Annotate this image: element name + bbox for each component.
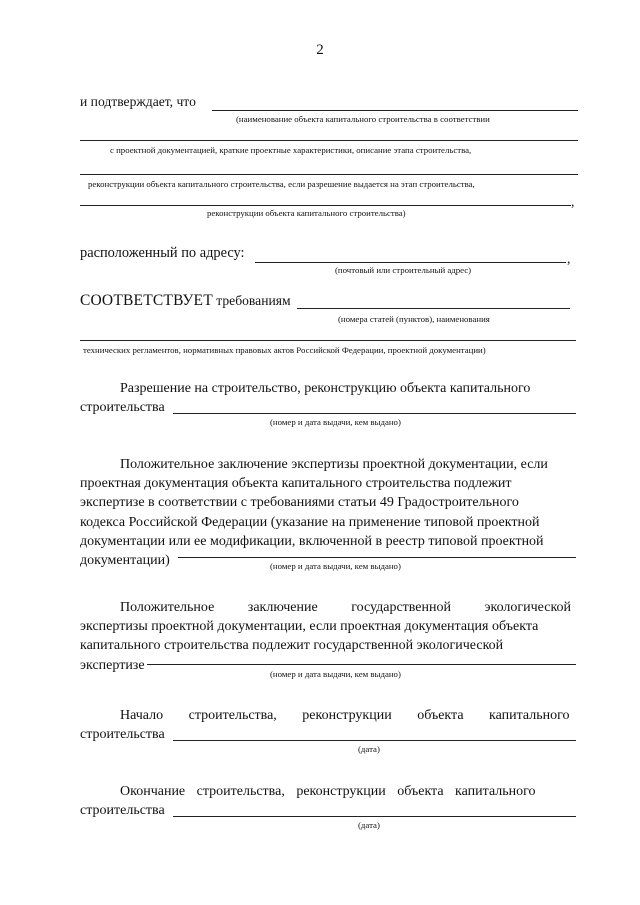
confirm-hint-2: с проектной документацией, краткие проектные характеристики, описание этапа строительства, (110, 145, 472, 155)
start-hint: (дата) (358, 744, 380, 754)
end-hint: (дата) (358, 820, 380, 830)
complies-rest: требованиям (216, 293, 291, 308)
complies-line[interactable] (297, 308, 570, 309)
confirm-line-4[interactable] (80, 205, 571, 206)
complies-hint-2: технических регламентов, нормативных правовых актов Российской Федерации, проектной документации) (83, 345, 486, 355)
expertise-hint: (номер и дата выдачи, кем выдано) (270, 561, 401, 571)
confirm-hint-1: (наименование объекта капитального строительства в соответствии (236, 114, 490, 124)
expertise-line[interactable] (178, 557, 576, 558)
start-line-1: Начало строительства, реконструкции объекта капитального (120, 708, 570, 723)
page-number: 2 (316, 42, 324, 58)
confirm-line-3[interactable] (80, 174, 578, 175)
eco-hint: (номер и дата выдачи, кем выдано) (270, 669, 401, 679)
complies-label (80, 292, 291, 309)
confirm-lead: и подтверждает, что (80, 94, 196, 109)
end-line-2: строительства (80, 803, 165, 819)
start-line-2: строительства (80, 727, 165, 743)
expertise-line-2: проектная документация объекта капитального строительства подлежит (80, 476, 512, 492)
expertise-line-4: кодекса Российской Федерации (указание на применение типовой проектной (80, 514, 540, 530)
start-line[interactable] (173, 740, 576, 741)
address-label: расположенный по адресу: (80, 245, 245, 261)
confirm-hint-3: реконструкции объекта капитального строительства, если разрешение выдается на этап строительства, (88, 179, 475, 189)
complies-line-2[interactable] (80, 340, 576, 341)
eco-line-4: экспертизе (80, 657, 145, 673)
address-hint: (почтовый или строительный адрес) (335, 265, 472, 275)
expertise-paragraph (80, 455, 576, 570)
end-line[interactable] (173, 816, 576, 817)
confirm-object-line[interactable] (212, 110, 578, 111)
confirm-hint-4: реконструкции объекта капитального строительства) (207, 208, 406, 218)
address-line[interactable] (255, 262, 566, 263)
confirm-comma: , (571, 194, 575, 209)
expertise-line-1: Положительное заключение экспертизы проектной документации, если (120, 457, 548, 472)
confirm-line-2[interactable] (80, 140, 578, 141)
permit-line-2: строительства (80, 400, 165, 416)
eco-line-2: экспертизы проектной документации, если проектная документация объекта (80, 619, 539, 635)
address-comma: , (567, 251, 571, 266)
complies-caps: СООТВЕТСТВУЕТ (80, 292, 213, 309)
eco-line-3: капитального строительства подлежит государственной экологической (80, 638, 504, 654)
end-line-1: Окончание строительства, реконструкции объекта капитального (120, 784, 536, 799)
permit-line-1: Разрешение на строительство, реконструкцию объекта капитального (120, 381, 531, 396)
end-paragraph (80, 782, 576, 820)
permit-paragraph (80, 379, 576, 417)
expertise-line-6: документации) (80, 553, 170, 569)
eco-line[interactable] (147, 664, 576, 665)
start-paragraph (80, 706, 576, 744)
eco-line-1: Положительное заключение государственной экологической (120, 600, 572, 615)
expertise-line-3: экспертизе в соответствии с требованиями статьи 49 Градостроительного (80, 495, 519, 511)
complies-hint-1: (номера статей (пунктов), наименования (338, 314, 490, 324)
permit-line[interactable] (173, 413, 576, 414)
permit-hint: (номер и дата выдачи, кем выдано) (270, 417, 401, 427)
expertise-line-5: документации или ее модификации, включенной в реестр типовой проектной (80, 533, 544, 549)
